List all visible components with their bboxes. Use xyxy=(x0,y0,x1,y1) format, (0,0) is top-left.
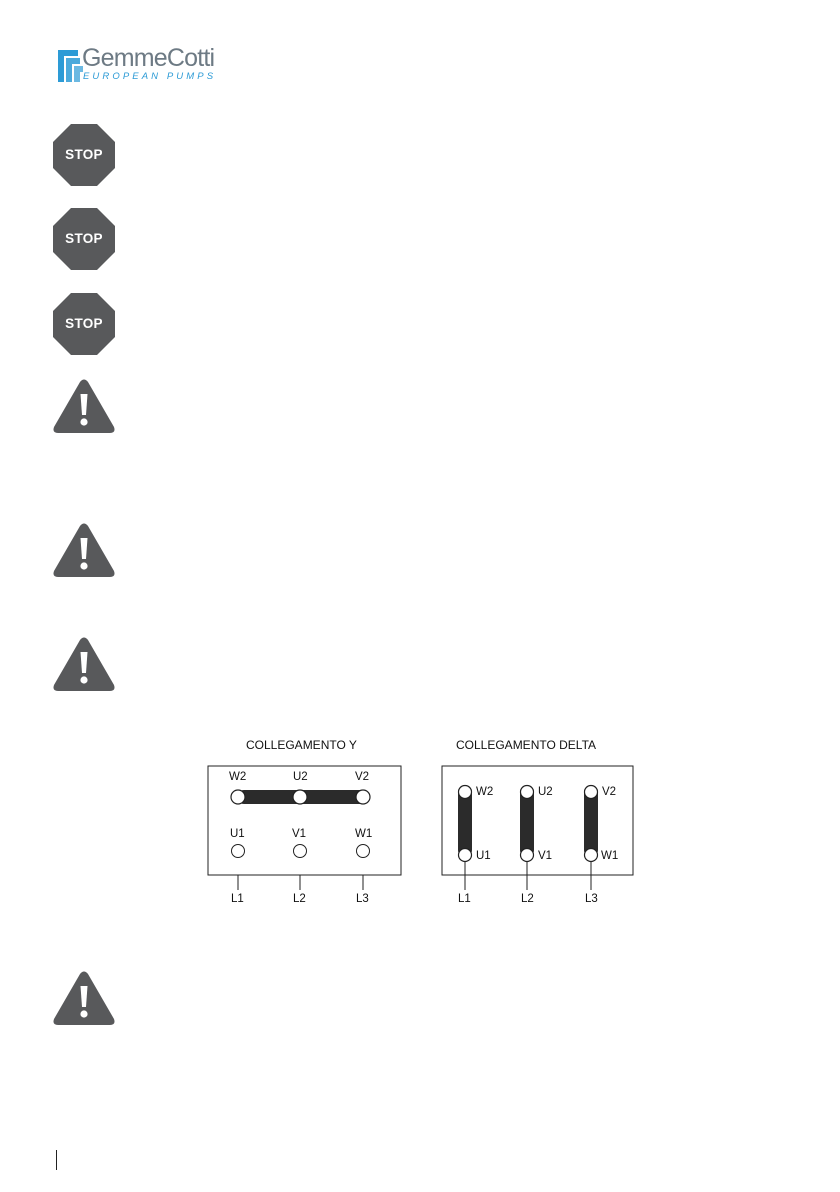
warning-icon xyxy=(52,378,116,434)
line-l3: L3 xyxy=(585,893,598,905)
brand-tagline: EUROPEAN PUMPS xyxy=(83,71,217,82)
stop-sign-icon xyxy=(53,293,115,355)
line-l2: L2 xyxy=(521,893,534,905)
terminal-u2: U2 xyxy=(538,786,553,798)
terminal-v1: V1 xyxy=(292,828,307,840)
terminal-w2: W2 xyxy=(229,771,247,783)
delta-connection-diagram xyxy=(438,760,638,910)
terminal-v2: V2 xyxy=(355,771,370,783)
warning-icon xyxy=(52,970,116,1026)
stop-label: STOP xyxy=(65,231,103,246)
line-l1: L1 xyxy=(231,893,244,905)
page-marker-bar xyxy=(56,1150,57,1170)
terminal-u1: U1 xyxy=(230,828,245,840)
terminal-v2: V2 xyxy=(602,786,617,798)
line-l1: L1 xyxy=(458,893,471,905)
stop-label: STOP xyxy=(65,316,103,331)
stop-sign-icon xyxy=(53,124,115,186)
terminal-w2: W2 xyxy=(476,786,494,798)
diagram-delta-title: COLLEGAMENTO DELTA xyxy=(456,738,597,752)
line-l2: L2 xyxy=(293,893,306,905)
terminal-u1: U1 xyxy=(476,850,491,862)
diagram-y-title: COLLEGAMENTO Y xyxy=(246,738,357,752)
terminal-u2: U2 xyxy=(293,771,308,783)
brand-logo xyxy=(56,44,226,88)
stop-sign-icon xyxy=(53,208,115,270)
warning-icon xyxy=(52,636,116,692)
brand-name: GemmeCotti xyxy=(82,44,215,72)
stop-label: STOP xyxy=(65,147,103,162)
terminal-w1: W1 xyxy=(601,850,619,862)
terminal-v1: V1 xyxy=(538,850,553,862)
terminal-w1: W1 xyxy=(355,828,373,840)
warning-icon xyxy=(52,522,116,578)
line-l3: L3 xyxy=(356,893,369,905)
